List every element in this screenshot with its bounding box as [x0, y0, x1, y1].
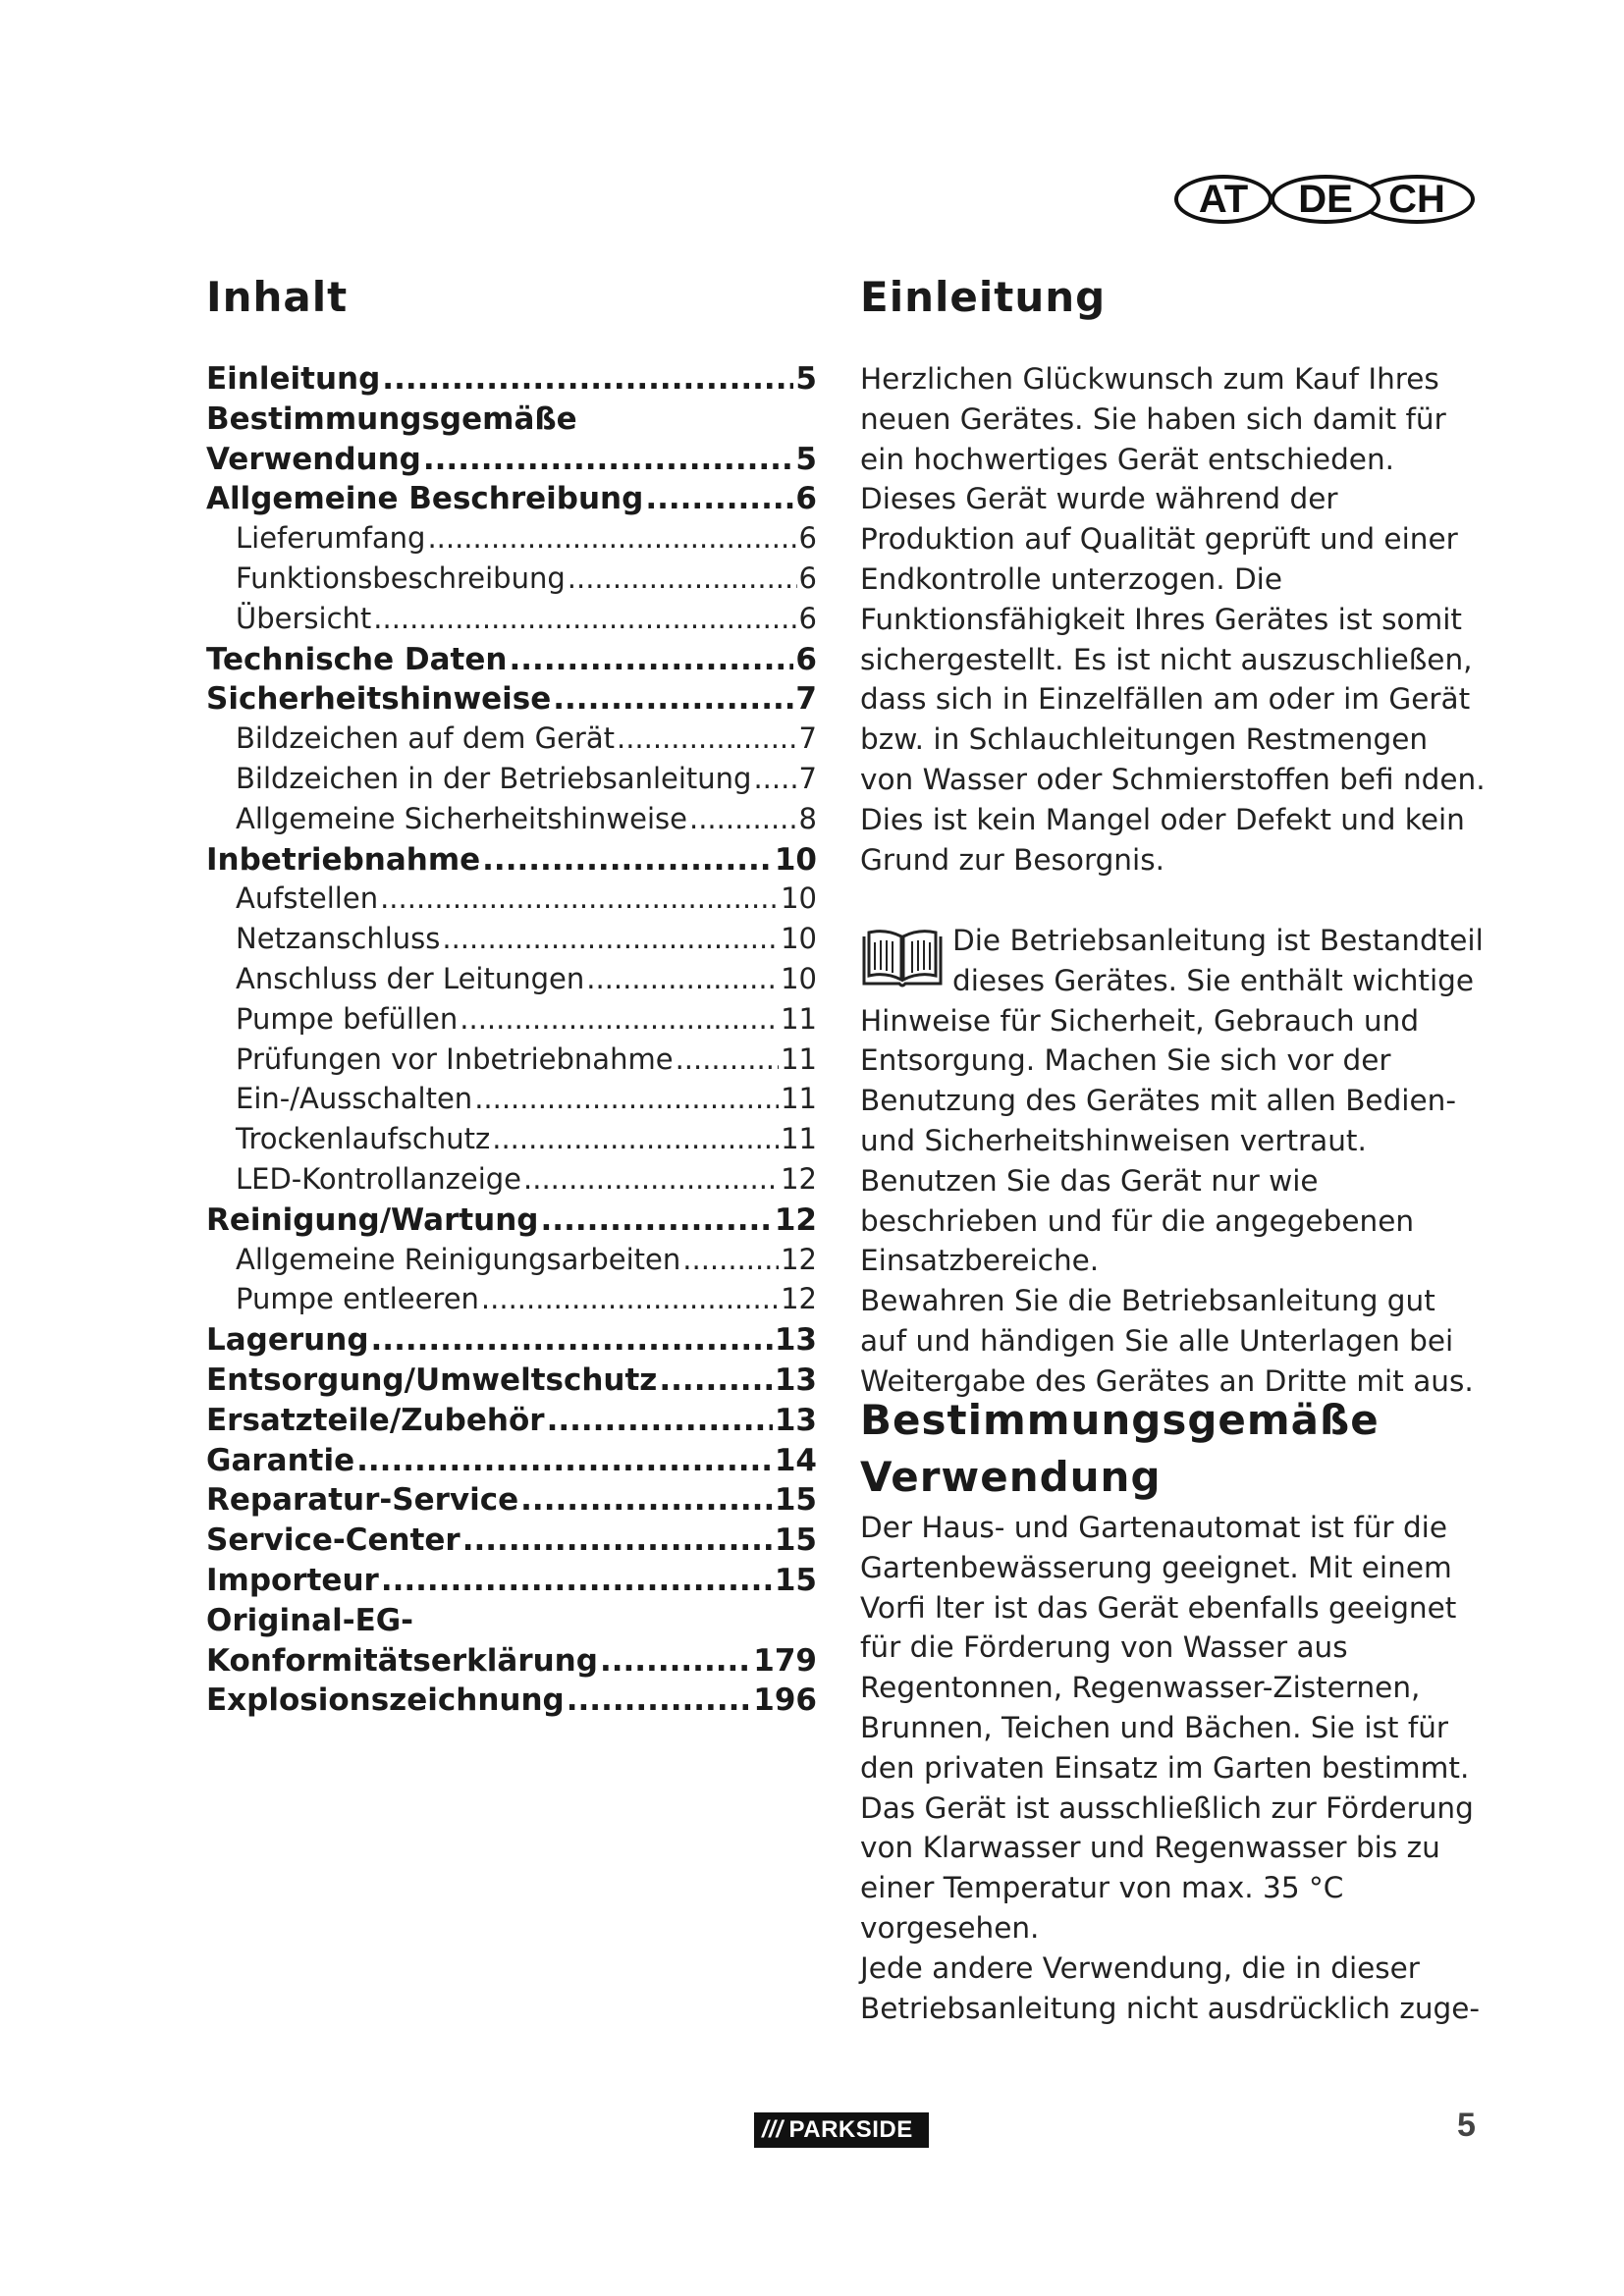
toc-entry	[206, 922, 817, 962]
toc-leader-dots	[567, 1682, 752, 1718]
toc-entry-label: Importeur	[206, 1562, 379, 1598]
toc-entry-label: Einleitung	[206, 361, 381, 397]
toc-leader-dots	[689, 802, 797, 835]
toc-leader-dots	[492, 1122, 779, 1155]
toc-entry	[206, 481, 817, 521]
toc-entry-label: Aufstellen	[236, 881, 379, 916]
toc-entry-page: 196	[753, 1682, 817, 1719]
toc-entry-page: 15	[774, 1562, 817, 1598]
toc-entry-label: Service-Center	[206, 1522, 460, 1559]
country-badges	[1174, 175, 1489, 230]
toc-entry-page: 5	[795, 361, 817, 397]
intro-paragraph	[860, 359, 1489, 880]
toc-leader-dots	[541, 1202, 773, 1238]
toc-entry-label: Entsorgung/Umweltschutz	[206, 1362, 658, 1398]
toc-entry-label: Bildzeichen in der Betriebsanleitung	[236, 761, 752, 795]
toc-entry	[206, 1082, 817, 1122]
toc-entry-page: 6	[795, 641, 817, 677]
toc-leader-dots	[753, 762, 796, 795]
toc-entry	[206, 642, 817, 682]
toc-entry-page: 13	[774, 1402, 817, 1438]
toc-leader-dots	[600, 1643, 751, 1679]
toc-leader-dots	[645, 481, 793, 516]
toc-entry	[206, 962, 817, 1002]
toc-entry-page: 7	[795, 681, 817, 718]
intended-use-text	[860, 1508, 1489, 2028]
toc-leader-dots	[474, 1082, 779, 1115]
toc-entry-page: 14	[774, 1442, 817, 1478]
intended-use-para2: Das Gerät ist ausschließlich zur Förderung von Klarwasser und Regenwasser bis zu einer Temperatur von max. 35 °C vorgesehen.	[860, 1790, 1474, 1945]
toc-leader-dots	[682, 1243, 779, 1276]
toc-entry	[206, 1443, 817, 1483]
toc-entry-page: 6	[798, 561, 817, 595]
toc-entry-label: Garantie	[206, 1442, 355, 1478]
toc-entry	[206, 842, 817, 882]
toc-leader-dots	[442, 922, 779, 955]
toc-entry	[206, 1162, 817, 1202]
toc-entry-page: 5	[795, 441, 817, 477]
toc-entry-label: Ersatzteile/Zubehör	[206, 1402, 545, 1438]
toc-entry	[206, 1522, 817, 1563]
toc-entry-label: Konformitätserklärung	[206, 1642, 598, 1679]
toc-leader-dots	[520, 1482, 773, 1518]
toc-entry-label: Technische Daten	[206, 641, 508, 677]
toc-leader-dots	[482, 842, 773, 878]
intended-use-heading-line2: Verwendung	[860, 1453, 1162, 1501]
toc-entry-label: Original-EG-	[206, 1602, 414, 1638]
toc-entry	[206, 561, 817, 602]
toc-entry	[206, 1482, 817, 1522]
toc-leader-dots	[547, 1403, 773, 1438]
logo-brand: PARKSIDE	[788, 2116, 913, 2143]
toc-leader-dots	[523, 1162, 779, 1196]
toc-entry	[206, 1603, 817, 1643]
intended-use-para3: Jede andere Verwendung, die in dieser Betriebsanleitung nicht ausdrücklich zuge-	[860, 1950, 1481, 2025]
toc-entry	[206, 762, 817, 802]
toc-entry-page: 11	[781, 1001, 817, 1036]
toc-entry	[206, 1643, 817, 1683]
toc-entry-page: 11	[781, 1041, 817, 1076]
toc-entry-label: Lieferumfang	[236, 521, 426, 556]
toc-entry-page: 10	[781, 961, 817, 995]
toc-entry	[206, 1243, 817, 1283]
book-icon	[860, 927, 945, 989]
toc-entry	[206, 361, 817, 401]
toc-entry-page: 13	[774, 1362, 817, 1398]
toc-leader-dots	[373, 602, 796, 635]
toc-entry	[206, 1322, 817, 1362]
toc-entry	[206, 1362, 817, 1403]
toc-leader-dots	[382, 361, 793, 397]
toc-entry-label: Verwendung	[206, 441, 421, 477]
manual-note	[860, 921, 1489, 1402]
toc-entry-label: Allgemeine Sicherheitshinweise	[236, 801, 687, 835]
toc-entry	[206, 1403, 817, 1443]
toc-entry	[206, 721, 817, 762]
toc-leader-dots	[371, 1322, 773, 1358]
toc-leader-dots	[380, 881, 779, 915]
toc-entry-label: Bestimmungsgemäße	[206, 400, 577, 437]
toc-entry-page: 12	[781, 1242, 817, 1276]
intended-use-heading-line1: Bestimmungsgemäße	[860, 1396, 1380, 1444]
toc-entry	[206, 1202, 817, 1243]
toc-entry	[206, 881, 817, 922]
parkside-logo	[754, 2112, 929, 2148]
toc-leader-dots	[509, 642, 793, 677]
table-of-contents	[206, 361, 817, 1723]
toc-leader-dots	[676, 1042, 780, 1076]
toc-leader-dots	[553, 681, 793, 717]
toc-entry	[206, 521, 817, 561]
toc-entry-label: Pumpe entleeren	[236, 1282, 479, 1316]
intro-text: Herzlichen Glückwunsch zum Kauf Ihres neuen Gerätes. Sie haben sich damit für ein hochwertiges Gerät entschieden. Dieses Gerät wurde während der Produktion auf Qualität geprüft und einer Endkontrolle unterzogen. Die Funktionsfähigkeit Ihres Gerätes ist somit sichergestellt. Es ist nicht auszuschließen, dass sich in Einzelfällen am oder im Gerät bzw. in Schlauchleitungen Restmengen von Wasser oder Schmierstoffen befi nden. Dies ist kein Mangel oder Defekt und kein Grund zur Besorgnis.	[860, 362, 1486, 877]
toc-entry	[206, 802, 817, 842]
toc-leader-dots	[423, 442, 794, 477]
toc-entry-label: Reparatur-Service	[206, 1482, 519, 1519]
toc-entry-page: 12	[781, 1282, 817, 1316]
badge-ch: CH	[1359, 175, 1475, 224]
intended-use-heading	[860, 1392, 1489, 1506]
toc-entry-label: Inbetriebnahme	[206, 841, 481, 878]
toc-entry-page: 7	[798, 761, 817, 795]
toc-entry-page: 6	[795, 481, 817, 517]
page-number: 5	[1457, 2107, 1476, 2144]
toc-entry-label: LED-Kontrollanzeige	[236, 1161, 522, 1196]
toc-entry-page: 8	[798, 801, 817, 835]
toc-entry-page: 6	[798, 521, 817, 556]
toc-entry-label: Pumpe befüllen	[236, 1001, 459, 1036]
toc-entry-page: 10	[781, 922, 817, 956]
toc-entry-page: 10	[774, 841, 817, 878]
toc-entry	[206, 1282, 817, 1322]
toc-entry-label: Lagerung	[206, 1322, 369, 1359]
toc-entry-page: 11	[781, 1082, 817, 1116]
toc-entry-label: Allgemeine Reinigungsarbeiten	[236, 1242, 681, 1276]
toc-entry-page: 15	[774, 1522, 817, 1559]
manual-note-text: Die Betriebsanleitung ist Bestandteil dieses Gerätes. Sie enthält wichtige Hinweise für Sicherheit, Gebrauch und Entsorgung. Machen Sie sich vor der Benutzung des Gerätes mit allen Bedien- und Sicherheitshinweisen vertraut. Benutzen Sie das Gerät nur wie beschrieben und für die angegebenen Einsatzbereiche.	[860, 924, 1484, 1278]
toc-leader-dots	[568, 561, 797, 595]
toc-entry-label: Allgemeine Beschreibung	[206, 481, 644, 517]
toc-entry	[206, 681, 817, 721]
toc-entry	[206, 401, 817, 442]
badge-de: DE	[1271, 175, 1380, 224]
manual-keep-text: Bewahren Sie die Betriebsanleitung gut auf und händigen Sie alle Unterlagen bei Weitergabe des Gerätes an Dritte mit aus.	[860, 1284, 1474, 1398]
intended-use-para1: Der Haus- und Gartenautomat ist für die Gartenbewässerung geeignet. Mit einem Vorfi lter ist das Gerät ebenfalls geeignet für die Förderung von Wasser aus Regentonnen, Regenwasser-Zisternen, Brunnen, Teichen und Bächen. Sie ist für den privaten Einsatz im Garten bestimmt.	[860, 1511, 1470, 1785]
toc-leader-dots	[617, 721, 797, 755]
toc-entry	[206, 442, 817, 482]
toc-entry	[206, 1042, 817, 1083]
toc-entry	[206, 1682, 817, 1723]
toc-entry-label: Prüfungen vor Inbetriebnahme	[236, 1041, 674, 1076]
toc-entry	[206, 1563, 817, 1603]
toc-leader-dots	[659, 1362, 773, 1398]
toc-entry-label: Übersicht	[236, 601, 372, 635]
toc-entry-label: Sicherheitshinweise	[206, 681, 552, 718]
toc-entry-page: 11	[781, 1122, 817, 1156]
toc-entry-page: 10	[781, 881, 817, 916]
badge-at: AT	[1174, 175, 1272, 224]
toc-entry-page: 15	[774, 1482, 817, 1519]
toc-entry	[206, 1002, 817, 1042]
toc-leader-dots	[381, 1563, 773, 1598]
toc-entry-page: 12	[774, 1201, 817, 1238]
toc-entry-page: 7	[798, 721, 817, 756]
toc-entry-label: Anschluss der Leitungen	[236, 961, 585, 995]
toc-heading: Inhalt	[206, 273, 349, 321]
toc-leader-dots	[586, 962, 779, 995]
toc-entry-label: Netzanschluss	[236, 922, 441, 956]
toc-entry-label: Funktionsbeschreibung	[236, 561, 566, 595]
toc-entry-label: Reinigung/Wartung	[206, 1201, 539, 1238]
toc-entry	[206, 1122, 817, 1162]
toc-entry	[206, 602, 817, 642]
toc-entry-label: Explosionszeichnung	[206, 1682, 565, 1719]
logo-slashes: ///	[762, 2116, 784, 2143]
toc-leader-dots	[462, 1522, 773, 1558]
toc-entry-page: 179	[753, 1642, 817, 1679]
toc-entry-label: Ein-/Ausschalten	[236, 1082, 473, 1116]
toc-entry-label: Trockenlaufschutz	[236, 1122, 491, 1156]
toc-entry-page: 12	[781, 1161, 817, 1196]
toc-leader-dots	[460, 1002, 779, 1036]
toc-leader-dots	[427, 521, 796, 555]
toc-leader-dots	[356, 1443, 773, 1478]
intro-heading: Einleitung	[860, 273, 1107, 321]
toc-entry-label: Bildzeichen auf dem Gerät	[236, 721, 615, 756]
toc-entry-page: 6	[798, 601, 817, 635]
toc-entry-page: 13	[774, 1322, 817, 1359]
toc-leader-dots	[481, 1282, 779, 1315]
